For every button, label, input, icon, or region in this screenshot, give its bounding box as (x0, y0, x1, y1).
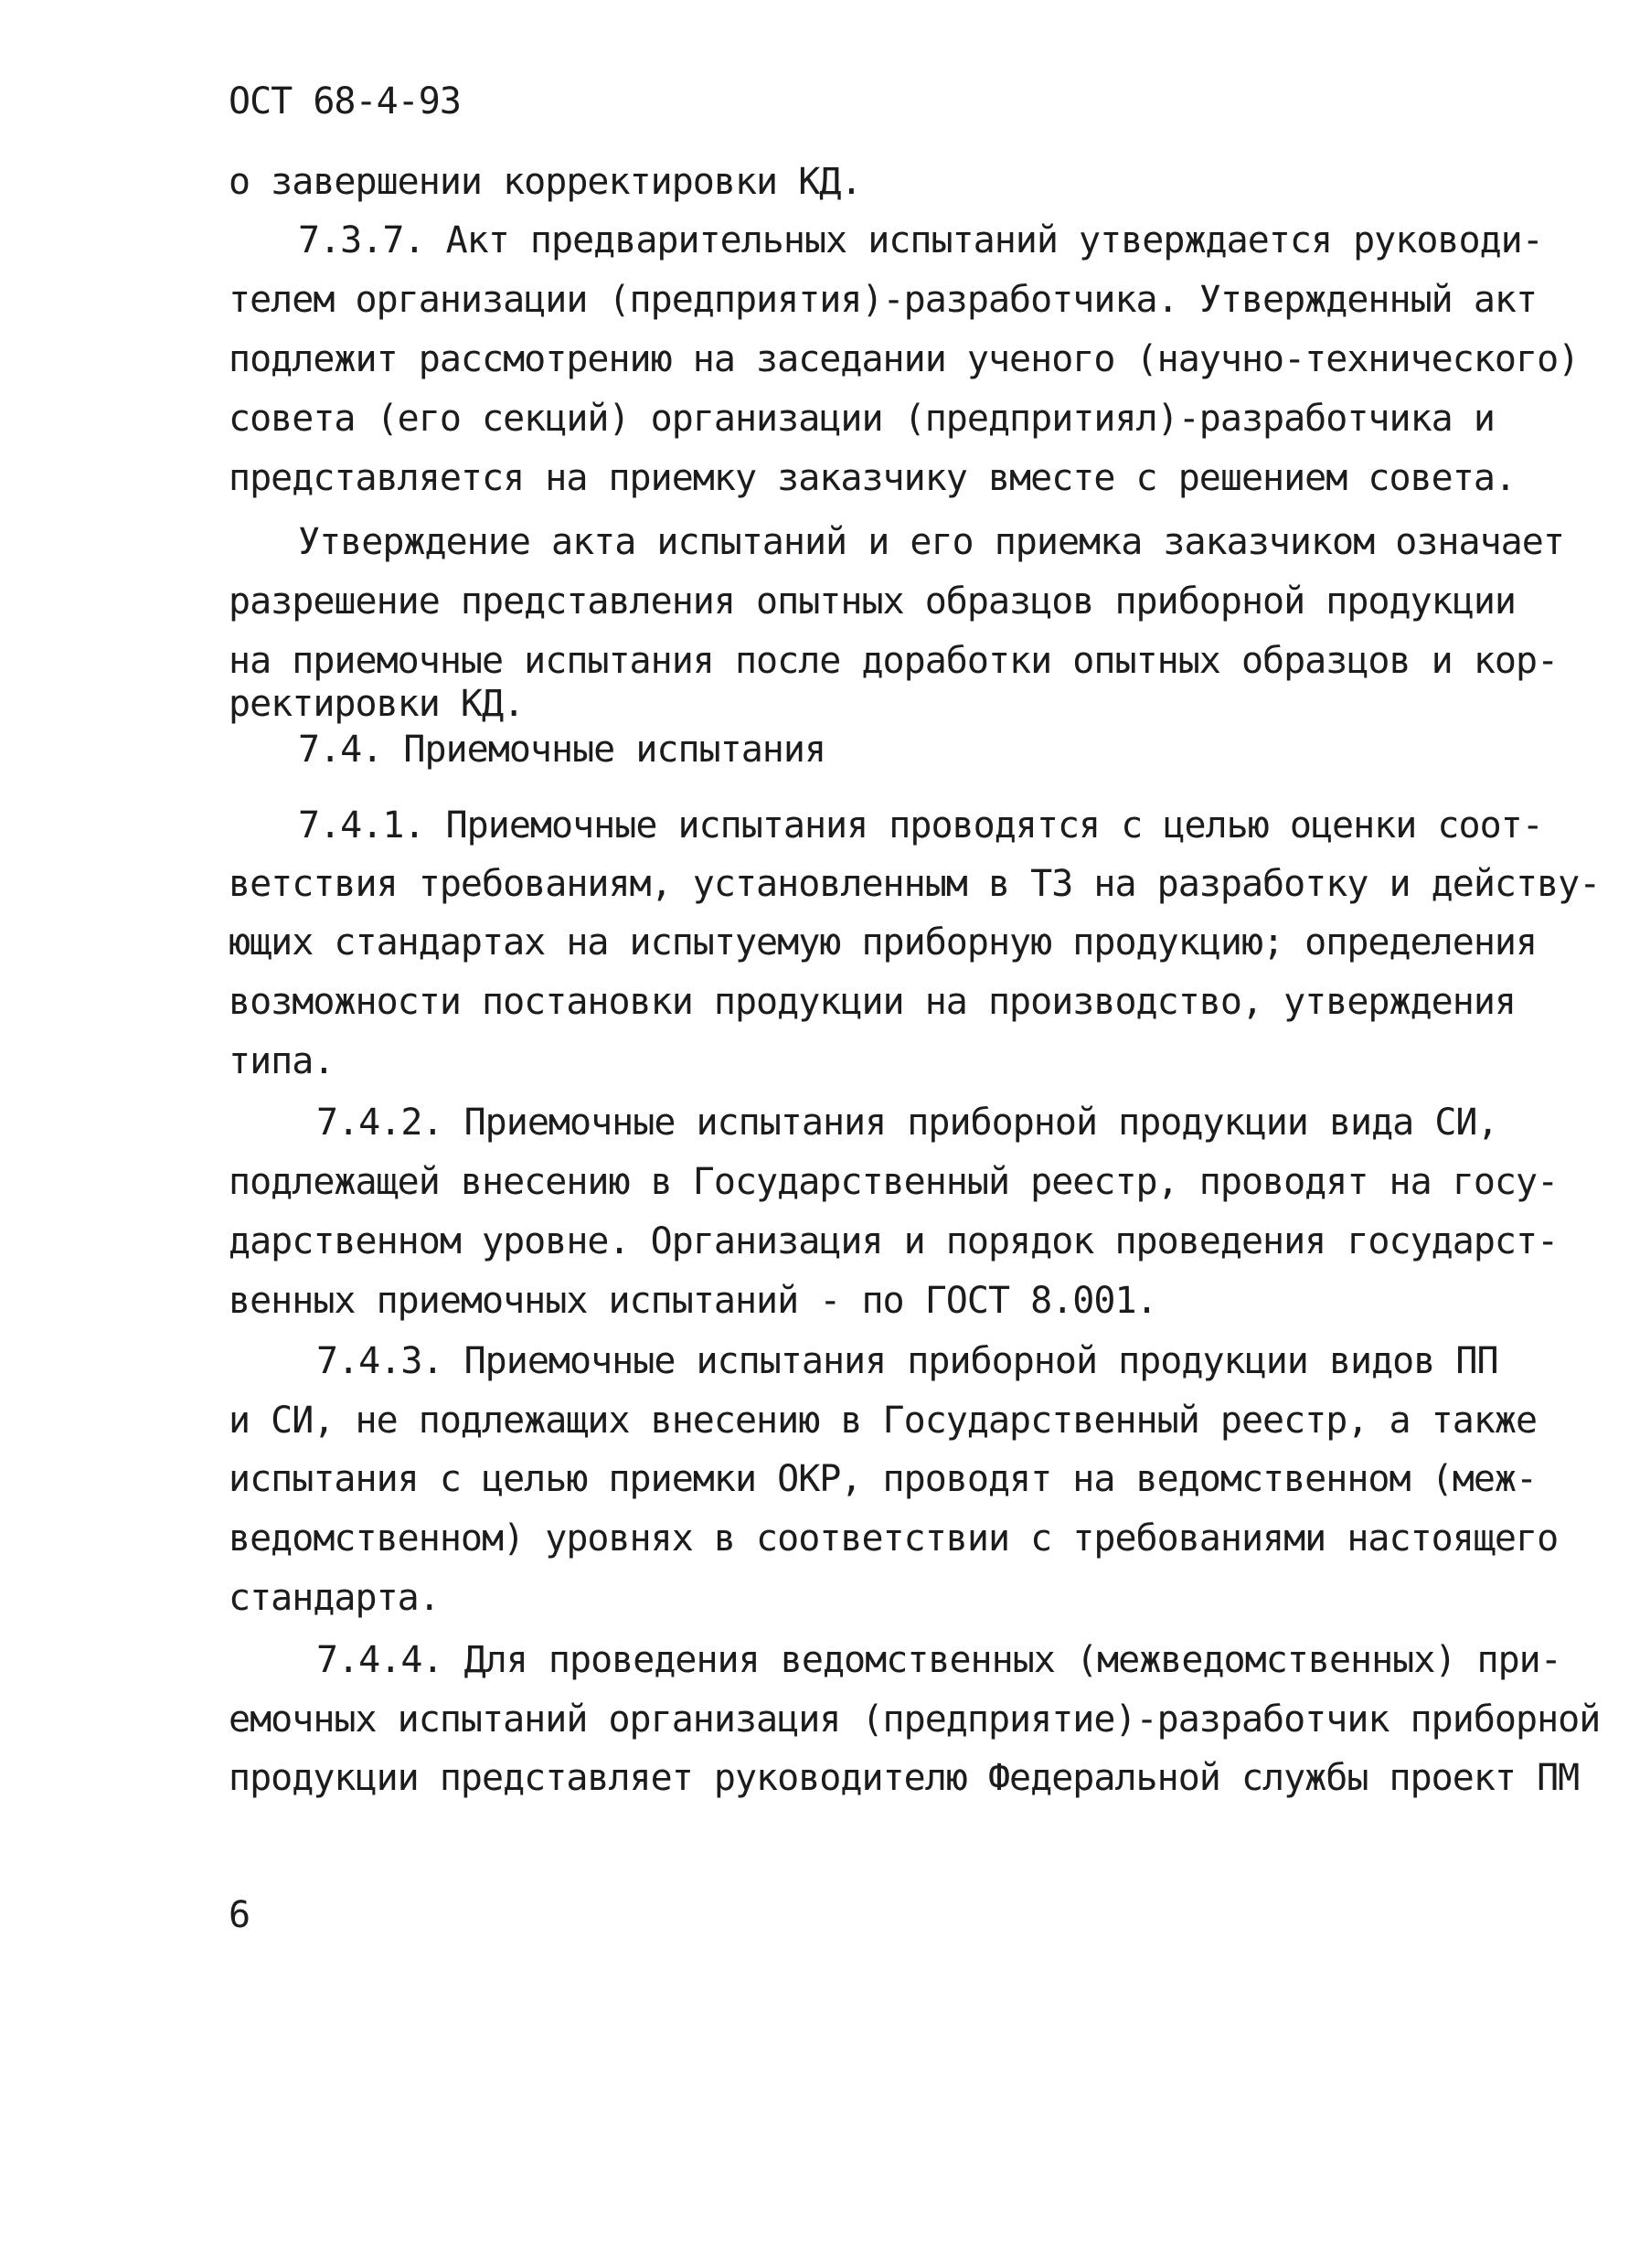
body-line-2: 7.3.7. Акт предварительных испытаний утверждается руководи- (298, 219, 1543, 261)
body-line-22: и СИ, не подлежащих внесению в Государственный реестр, а также (229, 1400, 1538, 1442)
body-line-19: дарственном уровне. Организация и порядок проведения государст- (229, 1220, 1559, 1262)
body-line-14: ющих стандартах на испытуемую приборную продукцию; определения (229, 921, 1538, 964)
body-line-23: испытания с целью приемки ОКР, проводят на ведомственном (меж- (229, 1458, 1538, 1500)
body-line-21: 7.4.3. Приемочные испытания приборной продукции видов ПП (316, 1340, 1498, 1382)
body-line-16: типа. (229, 1040, 335, 1082)
body-line-27: емочных испытаний организация (предприятие)-разработчик приборной (229, 1698, 1601, 1741)
body-line-24: ведомственном) уровнях в соответствии с требованиями настоящего (229, 1517, 1559, 1560)
body-line-3: телем организации (предприятия)-разработчика. Утвержденный акт (229, 279, 1538, 321)
body-line-5: совета (его секций) организации (предпритиял)-разработчика и (229, 398, 1495, 440)
body-line-6: представляется на приемку заказчику вместе с решением совета. (229, 457, 1517, 499)
body-line-9: на приемочные испытания после доработки опытных образцов и кор- (229, 640, 1559, 682)
body-line-4: подлежит рассмотрению на заседании ученого (научно-технического) (229, 338, 1580, 380)
body-line-1: о завершении корректировки КД. (229, 161, 862, 203)
body-line-15: возможности постановки продукции на производство, утверждения (229, 981, 1517, 1023)
body-line-12: 7.4.1. Приемочные испытания проводятся с целью оценки соот- (298, 804, 1543, 847)
document-code: ОСТ 68-4-93 (229, 80, 461, 122)
section-heading-7-4: 7.4. Приемочные испытания (298, 729, 826, 771)
body-line-26: 7.4.4. Для проведения ведомственных (межведомственных) при- (316, 1639, 1561, 1681)
page-number: 6 (229, 1894, 250, 1936)
body-line-20: венных приемочных испытаний - по ГОСТ 8.001. (229, 1280, 1157, 1322)
body-line-7: Утверждение акта испытаний и его приемка заказчиком означает (298, 521, 1564, 563)
body-line-8: разрешение представления опытных образцов приборной продукции (229, 580, 1517, 623)
body-line-25: стандарта. (229, 1577, 440, 1619)
body-line-28: продукции представляет руководителю Федеральной службы проект ПМ (229, 1757, 1580, 1799)
body-line-13: ветствия требованиям, установленным в ТЗ на разработку и действу- (229, 863, 1601, 905)
body-line-18: подлежащей внесению в Государственный реестр, проводят на госу- (229, 1161, 1559, 1203)
body-line-17: 7.4.2. Приемочные испытания приборной продукции вида СИ, (316, 1102, 1498, 1144)
body-line-10: ректировки КД. (229, 683, 525, 725)
